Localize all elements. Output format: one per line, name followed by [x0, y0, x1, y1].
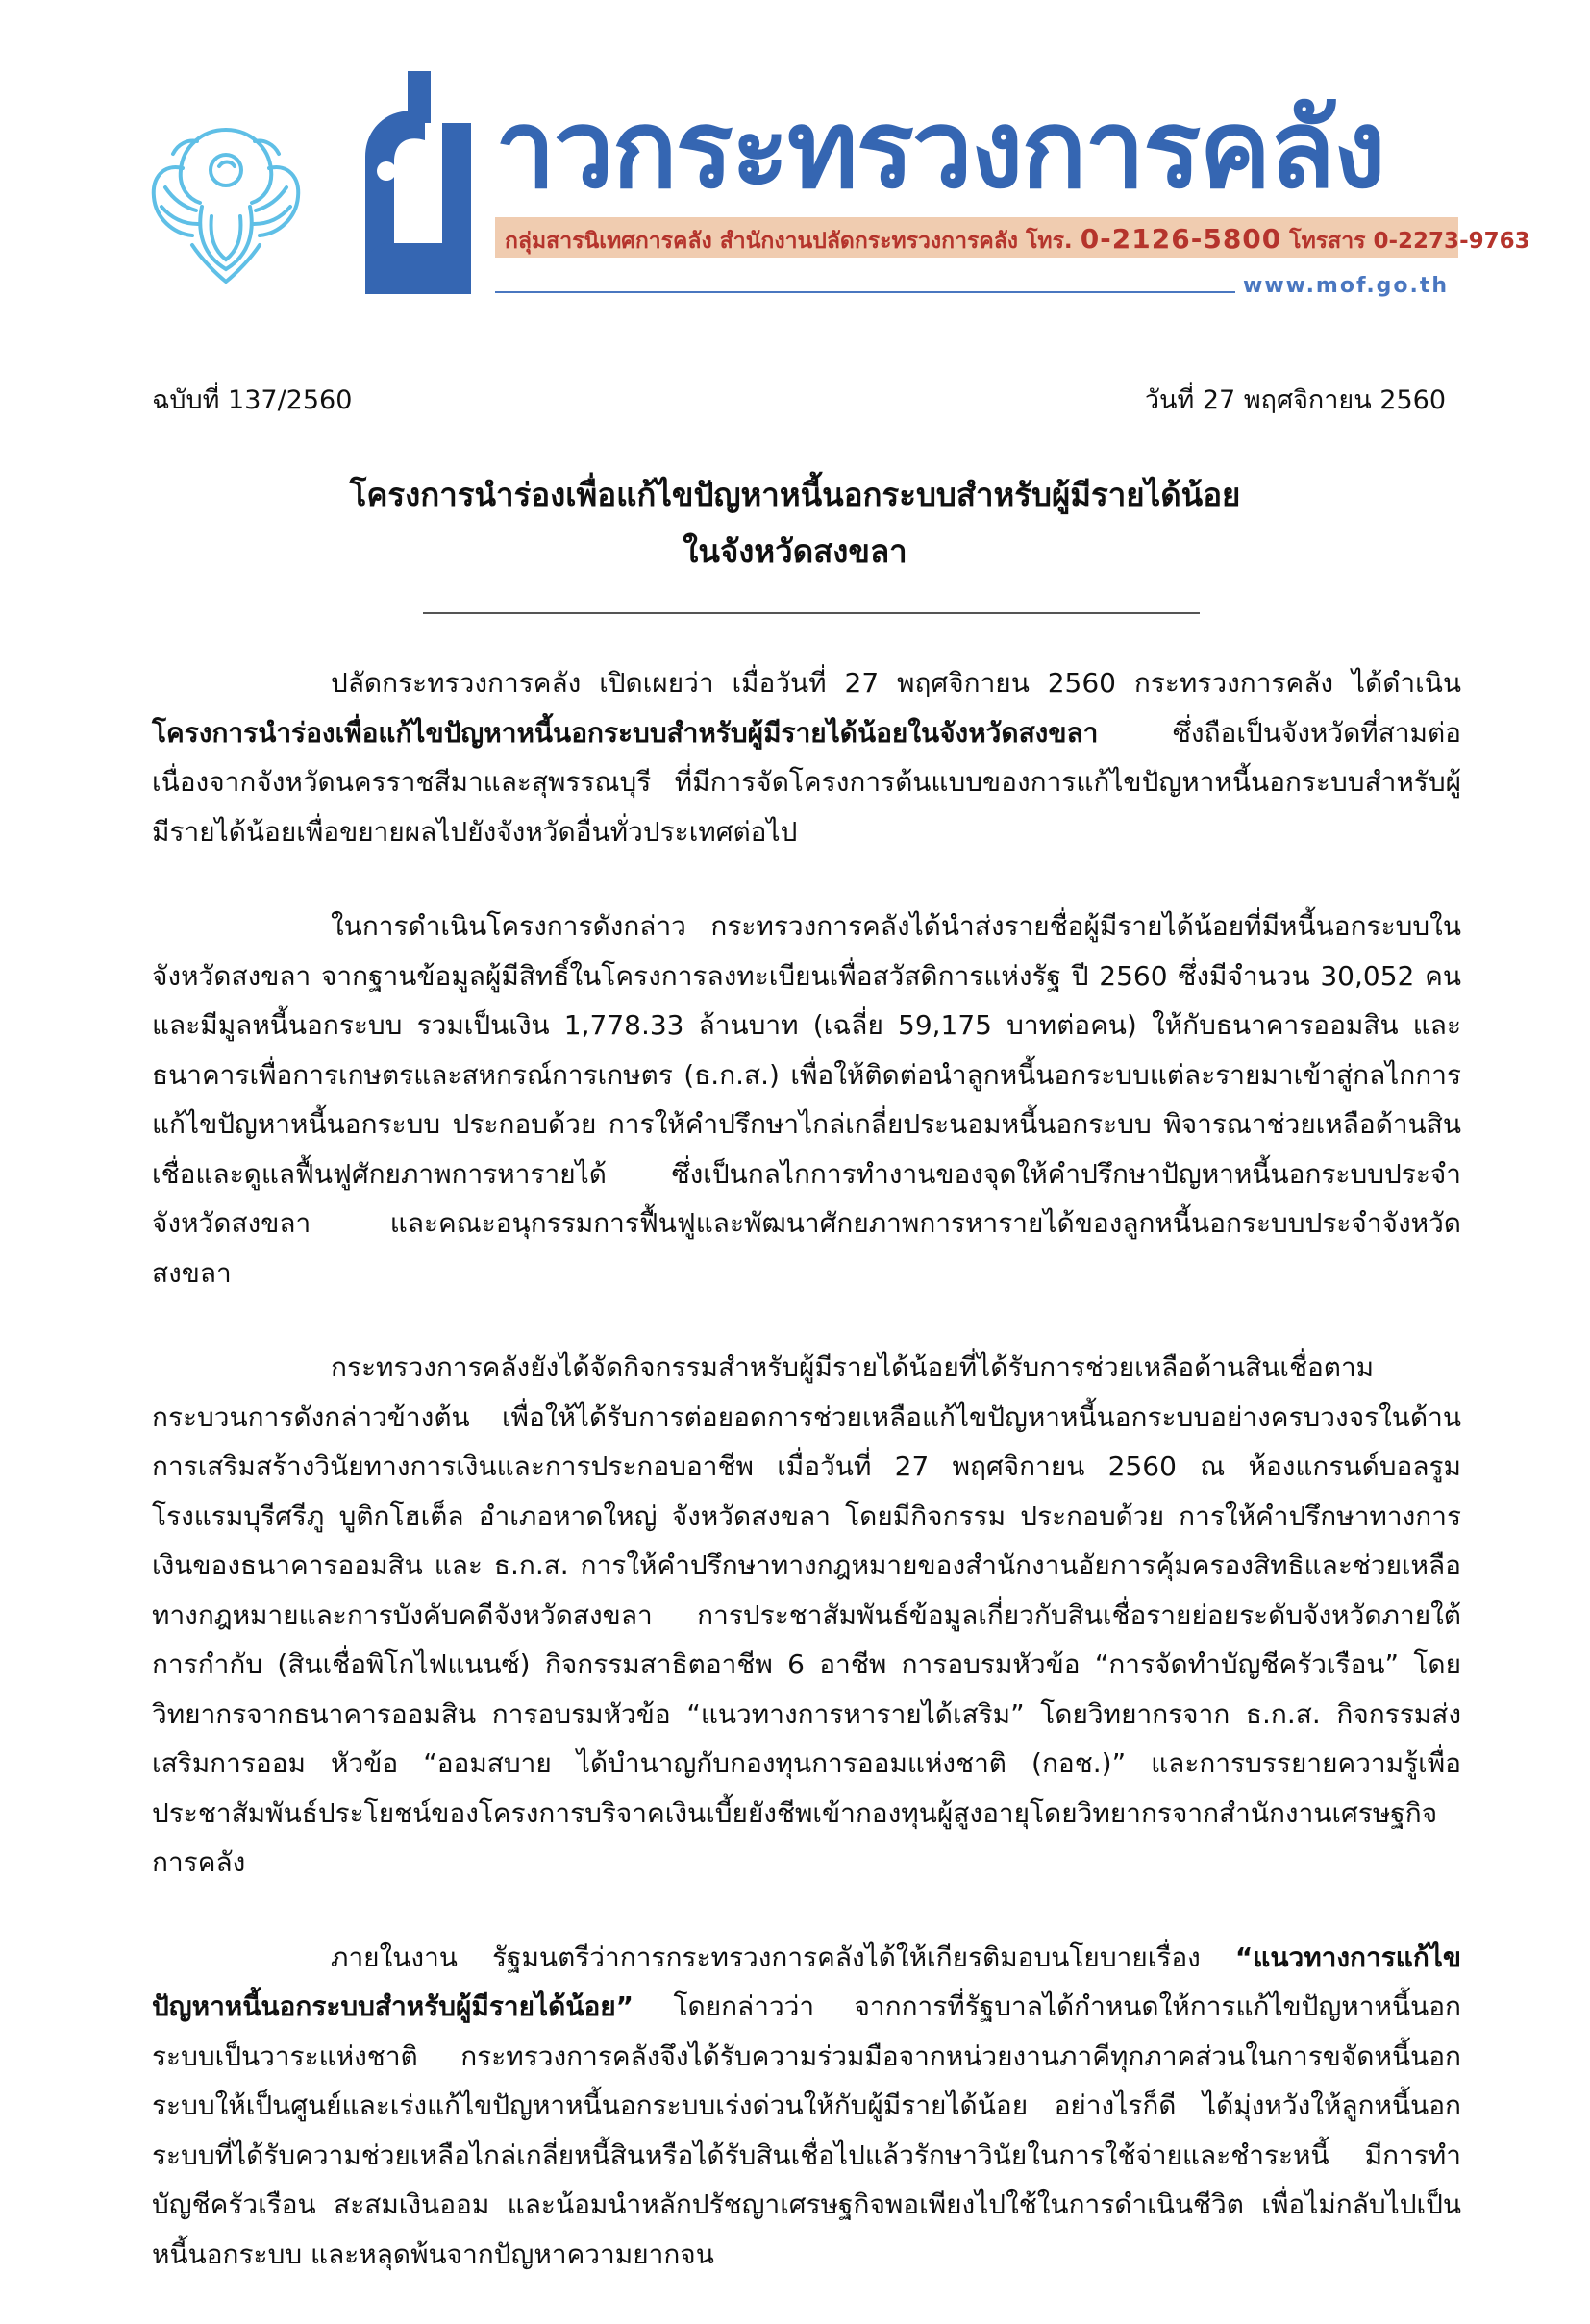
paragraph-3: กระทรวงการคลังยังได้จัดกิจกรรมสำหรับผู้มีรายได้น้อยที่ได้รับการช่วยเหลือด้านสินเชื่อตามกระบวนการดังกล่าวข้างต้น เพื่อให้ได้รับการต่อยอดการช่วยเหลือแก้ไขปัญหาหนี้นอกระบบอย่างครบวงจรในด้านการเสริมสร้างวินัยทางการเงินและการประกอบอาชีพ เมื่อวันที่ 27 พฤศจิกายน 2560 ณ ห้องแกรนด์บอลรูม โรงแรมบุรีศรีภู บูติกโฮเต็ล อำเภอหาดใหญ่ จังหวัดสงขลา โดยมีกิจกรรม ประกอบด้วย การให้คำปรึกษาทางการเงินของธนาคารออมสิน และ ธ.ก.ส. การให้คำปรึกษาทางกฎหมายของสำนักงานอัยการคุ้มครองสิทธิและช่วยเหลือทางกฎหมายและการบังคับคดีจังหวัดสงขลา การประชาสัมพันธ์ข้อมูลเกี่ยวกับสินเชื่อรายย่อยระดับจังหวัดภายใต้การกำกับ (สินเชื่อพิโกไฟแนนซ์) กิจกรรมสาธิตอาชีพ 6 อาชีพ การอบรมหัวข้อ “การจัดทำบัญชีครัวเรือน” โดยวิทยากรจากธนาคารออมสิน การอบรมหัวข้อ “แนวทางการหารายได้เสริม” โดยวิทยากรจาก ธ.ก.ส. กิจกรรมส่งเสริมการออม หัวข้อ “ออมสบาย ได้บำนาญกับกองทุนการออมแห่งชาติ (กอช.)” และการบรรยายความรู้เพื่อประชาสัมพันธ์ประโยชน์ของโครงการบริจาคเงินเบี้ยยังชีพเข้ากองทุนผู้สูงอายุโดยวิทยากรจากสำนักงานเศรษฐกิจการคลัง	[152, 1351, 1461, 1878]
paragraph-1-rest: ซึ่งถือเป็นจังหวัดที่สามต่อเนื่องจากจังหวัดนครราชสีมาและสุพรรณบุรี ที่มีการจัดโครงการต้นแบบของการแก้ไขปัญหาหนี้นอกระบบสำหรับผู้มีรายได้น้อยเพื่อขยายผลไปยังจังหวัดอื่นทั่วประเทศต่อไป	[152, 716, 1461, 848]
fax-number: 0-2273-9763	[1373, 229, 1530, 254]
paragraph-1-lead: ปลัดกระทรวงการคลัง เปิดเผยว่า เมื่อวันที่ 27 พฤศจิกายน 2560 กระทรวงการคลัง ได้ดำเนิน	[331, 667, 1461, 699]
paragraph-4-rest: โดยกล่าวว่า จากการที่รัฐบาลได้กำหนดให้การแก้ไขปัญหาหนี้นอกระบบเป็นวาระแห่งชาติ กระทรวงการคลังจึงได้รับความร่วมมือจากหน่วยงานภาคีทุกภาคส่วนในการขจัดหนี้นอกระบบให้เป็นศูนย์และเร่งแก้ไขปัญหาหนี้นอกระบบเร่งด่วนให้กับผู้มีรายได้น้อย อย่างไรก็ดี ได้มุ่งหวังให้ลูกหนี้นอกระบบที่ได้รับความช่วยเหลือไกล่เกลี่ยหนี้สินหรือได้รับสินเชื่อไปแล้วรักษาวินัยในการใช้จ่ายและชำระหนี้ มีการทำบัญชีครัวเรือน สะสมเงินออม และน้อมนำหลักปรัชญาเศรษฐกิจพอเพียงไปใช้ในการดำเนินชีวิต เพื่อไม่กลับไปเป็นหนี้นอกระบบ และหลุดพ้นจากปัญหาความยากจน	[152, 1990, 1461, 2270]
website-link[interactable]: www.mof.go.th	[1243, 274, 1450, 298]
contact-text	[505, 223, 1530, 259]
issue-date: วันที่ 27 พฤศจิกายน 2560	[1144, 385, 1446, 415]
agency-name: กลุ่มสารนิเทศการคลัง สำนักงานปลัดกระทรวงการคลัง	[505, 229, 1019, 254]
ministry-emblem-icon	[144, 111, 308, 288]
headline-line-2: ในจังหวัดสงขลา	[683, 532, 907, 570]
paragraph-2: ในการดำเนินโครงการดังกล่าว กระทรวงการคลังได้นำส่งรายชื่อผู้มีรายได้น้อยที่มีหนี้นอกระบบในจังหวัดสงขลา จากฐานข้อมูลผู้มีสิทธิ์ในโครงการลงทะเบียนเพื่อสวัสดิการแห่งรัฐ ปี 2560 ซึ่งมีจำนวน 30,052 คน และมีมูลหนี้นอกระบบ รวมเป็นเงิน 1,778.33 ล้านบาท (เฉลี่ย 59,175 บาทต่อคน) ให้กับธนาคารออมสิน และธนาคารเพื่อการเกษตรและสหกรณ์การเกษตร (ธ.ก.ส.) เพื่อให้ติดต่อนำลูกหนี้นอกระบบแต่ละรายมาเข้าสู่กลไกการแก้ไขปัญหาหนี้นอกระบบ ประกอบด้วย การให้คำปรึกษาไกล่เกลี่ยประนอมหนี้นอกระบบ พิจารณาช่วยเหลือด้านสินเชื่อและดูแลฟื้นฟูศักยภาพการหารายได้ ซึ่งเป็นกลไกการทำงานของจุดให้คำปรึกษาปัญหาหนี้นอกระบบประจำจังหวัดสงขลา และคณะอนุกรรมการฟื้นฟูและพัฒนาศักยภาพการหารายได้ของลูกหนี้นอกระบบประจำจังหวัดสงขลา	[152, 910, 1461, 1289]
paragraph-1	[152, 658, 1461, 856]
paragraph-4	[152, 1933, 1461, 2280]
headline-line-1: โครงการนำร่องเพื่อแก้ไขปัญหาหนี้นอกระบบสำหรับผู้มีรายได้น้อย	[349, 476, 1241, 513]
fax-label: โทรสาร	[1289, 229, 1366, 254]
letterhead	[0, 0, 1590, 317]
phone-number: 0-2126-5800	[1080, 223, 1282, 255]
paragraph-4-policy-title: “แนวทางการแก้ไขปัญหาหนี้นอกระบบสำหรับผู้มีรายได้น้อย”	[152, 1941, 1461, 2022]
masthead-full-text: ข่าวกระทรวงการคลัง	[358, 298, 367, 299]
paragraph-4-lead: ภายในงาน รัฐมนตรีว่าการกระทรวงการคลังได้ให้เกียรติมอบนโยบายเรื่อง	[331, 1941, 1235, 1973]
website-underline	[495, 291, 1235, 293]
title-divider	[423, 612, 1200, 614]
issue-number: ฉบับที่ 137/2560	[152, 385, 353, 415]
masthead-title: าวกระทรวงการคลัง	[495, 87, 1384, 212]
phone-label: โทร.	[1026, 229, 1073, 254]
contact-bar	[495, 217, 1530, 258]
masthead-initial-glyph	[358, 65, 502, 306]
paragraph-1-project-name: โครงการนำร่องเพื่อแก้ไขปัญหาหนี้นอกระบบสำหรับผู้มีรายได้น้อยในจังหวัดสงขลา	[152, 716, 1099, 749]
article-body	[152, 658, 1461, 2324]
